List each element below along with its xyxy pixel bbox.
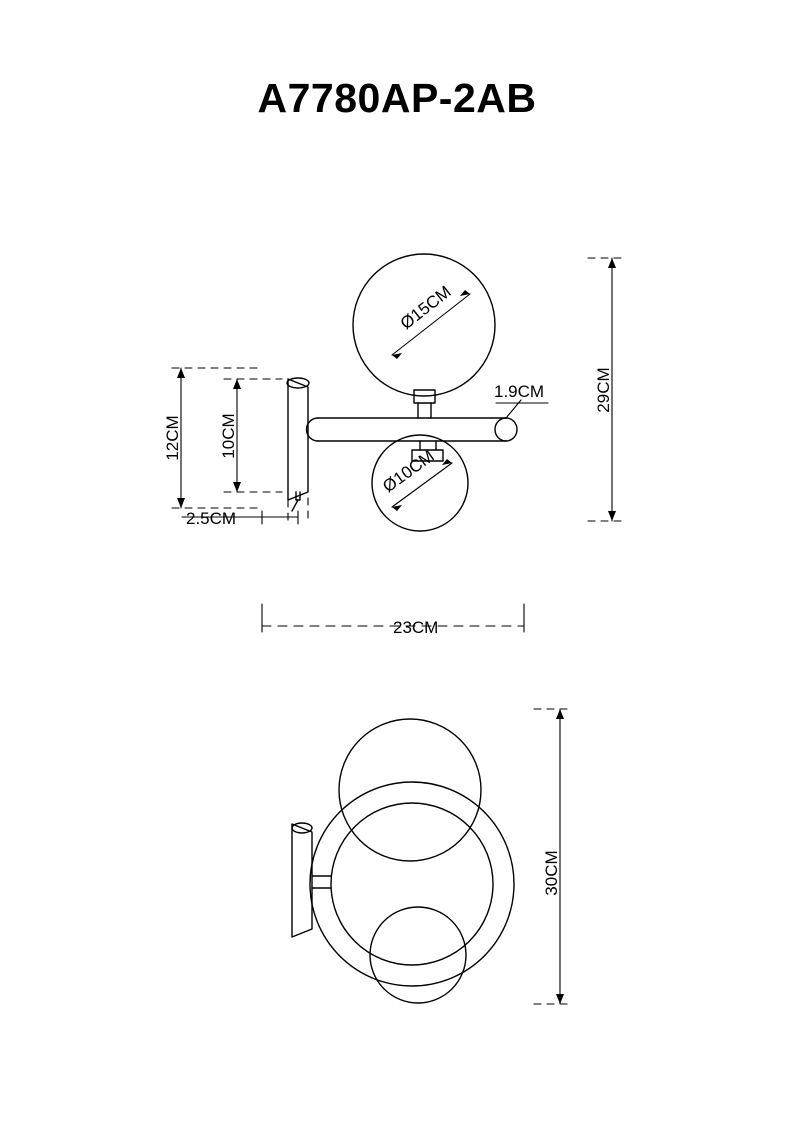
side-view-geometry [287,254,517,531]
dim-label-backplate-height: 12CM [163,415,182,461]
dim-label-overall-height-side: 29CM [594,367,613,413]
page-title: A7780AP-2AB [257,75,537,121]
dim-label-backplate-inner-height: 10CM [219,413,238,459]
front-view-geometry [292,719,514,1003]
dim-label-backplate-depth: 2.5CM [186,509,237,528]
dim-label-overall-height-front: 30CM [542,850,561,896]
dim-label-rod-diameter: 1.9CM [494,382,545,401]
dim-label-dia-small-sphere: Ø10CM [379,446,438,497]
dim-label-dia-large-sphere: Ø15CM [396,282,455,334]
side-view-dimensions [172,258,624,632]
dim-label-overall-projection: 23CM [393,618,439,637]
